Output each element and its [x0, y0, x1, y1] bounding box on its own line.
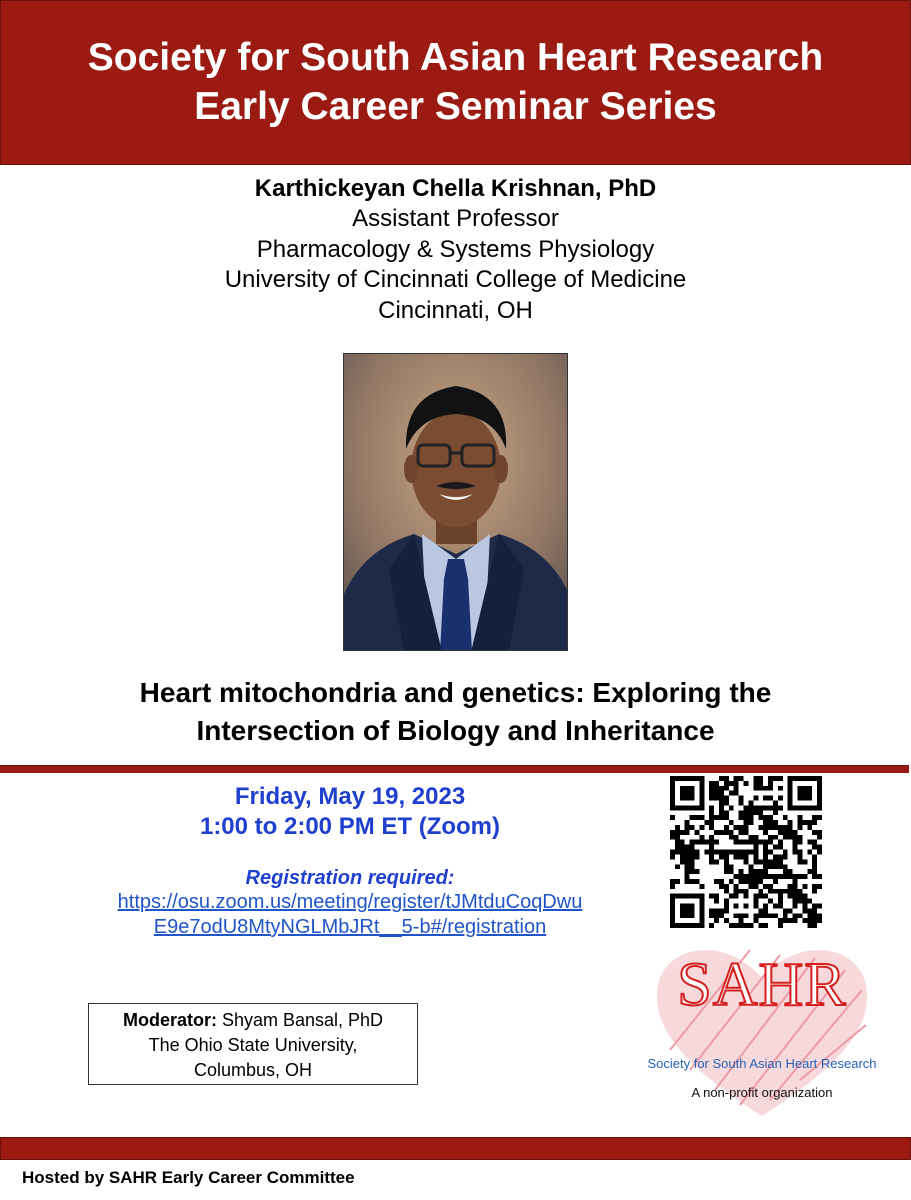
sahr-subtitle: Society for South Asian Heart Research — [647, 1056, 877, 1071]
sahr-logo — [630, 930, 894, 1126]
moderator-institution: The Ohio State University, — [148, 1035, 358, 1055]
speaker-portrait-image — [344, 354, 568, 651]
speaker-name: Karthickeyan Chella Krishnan, PhD — [254, 175, 657, 202]
series-org-title: Society for South Asian Heart Research — [87, 36, 824, 79]
talk-title — [0, 674, 911, 750]
talk-title-line-2: Intersection of Biology and Inheritance — [196, 715, 715, 746]
moderator-label: Moderator: — [122, 1010, 217, 1030]
talk-title-line-1: Heart mitochondria and genetics: Exploring the — [139, 677, 772, 708]
sahr-wordmark: SAHR — [677, 951, 847, 1019]
moderator-name: Shyam Bansal, PhD — [216, 1010, 384, 1030]
event-date: Friday, May 19, 2023 — [234, 783, 466, 810]
moderator-box — [88, 1003, 418, 1085]
series-title: Early Career Seminar Series — [194, 85, 717, 128]
event-time: 1:00 to 2:00 PM ET (Zoom) — [199, 813, 501, 840]
footer-host-text: Hosted by SAHR Early Career Committee — [22, 1168, 355, 1187]
registration-url-line-1[interactable]: https://osu.zoom.us/meeting/register/tJMtduCoqDwu — [117, 891, 583, 913]
registration-qr-code[interactable] — [668, 776, 824, 928]
registration-url-line-2[interactable]: E9e7odU8MtyNGLMbJRt__5-b#/registration — [153, 916, 547, 938]
header-banner — [0, 0, 911, 165]
registration-link[interactable] — [80, 890, 620, 940]
moderator-line — [89, 1008, 417, 1033]
registration-label: Registration required: — [245, 867, 455, 889]
speaker-department: Pharmacology & Systems Physiology — [256, 236, 655, 263]
footer-banner — [0, 1137, 911, 1160]
speaker-institution: University of Cincinnati College of Medicine — [224, 266, 687, 293]
speaker-photo — [343, 353, 568, 651]
speaker-location: Cincinnati, OH — [378, 297, 533, 324]
speaker-title: Assistant Professor — [352, 205, 559, 232]
sahr-tagline: A non-profit organization — [691, 1085, 833, 1100]
qr-code-icon — [668, 776, 824, 928]
section-divider — [0, 765, 909, 773]
moderator-location: Columbus, OH — [193, 1060, 313, 1080]
